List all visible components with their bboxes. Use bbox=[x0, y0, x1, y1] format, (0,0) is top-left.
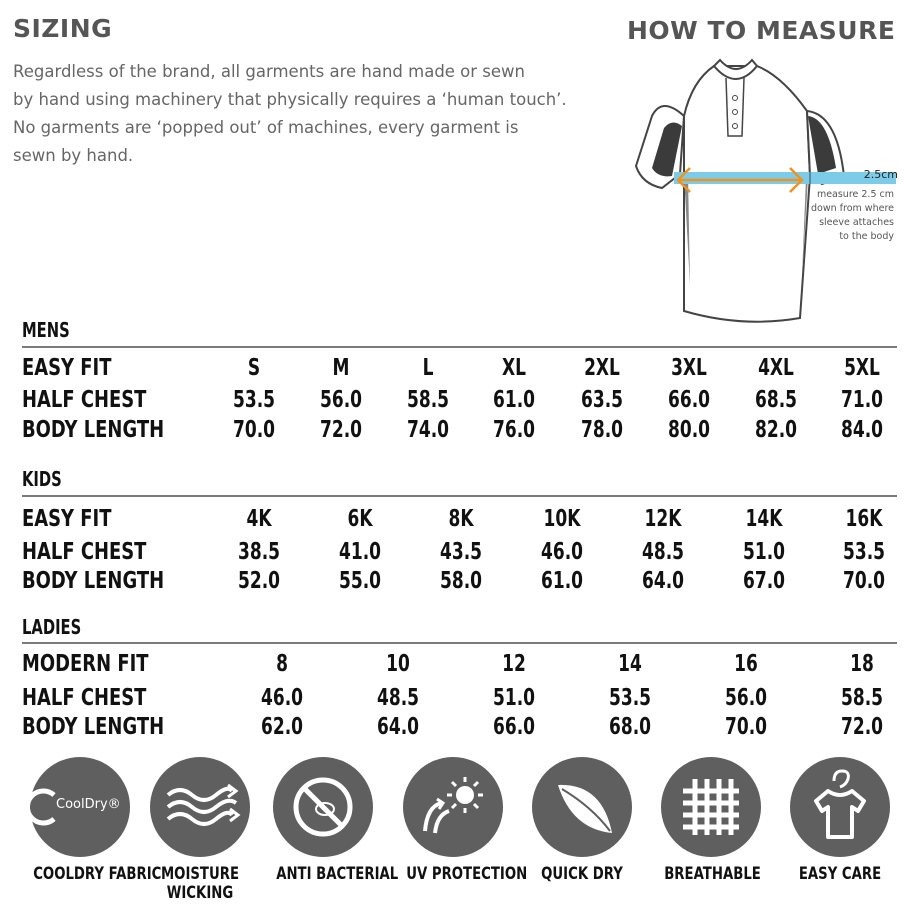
feature-label-line: ANTI BACTERIAL bbox=[276, 864, 399, 884]
kids-half-chest-cell: 53.5 bbox=[843, 539, 885, 565]
feature-label bbox=[535, 865, 629, 884]
ladies-body-length-cell: 64.0 bbox=[377, 714, 419, 740]
mens-body-length-cell: 70.0 bbox=[233, 417, 275, 443]
measure-note bbox=[808, 188, 894, 244]
kids-sizes-cell: 8K bbox=[448, 506, 474, 532]
mens-sizes-cell: 2XL bbox=[584, 355, 620, 381]
feature-label bbox=[793, 865, 887, 884]
ladies-sizes-cell: 16 bbox=[734, 651, 758, 677]
intro-line: Regardless of the brand, all garments are hand made or sewn bbox=[13, 62, 526, 81]
mens-title: MENS bbox=[22, 318, 70, 342]
kids-body-length-cell: 58.0 bbox=[440, 568, 482, 594]
body-length-label: BODY LENGTH bbox=[22, 568, 165, 594]
measure-note-line: sleeve attaches bbox=[819, 217, 894, 228]
sizing-title: SIZING bbox=[13, 14, 113, 43]
kids-half-chest-cell: 38.5 bbox=[238, 539, 280, 565]
kids-half-chest-cell: 43.5 bbox=[440, 539, 482, 565]
mens-half-chest-cell: 63.5 bbox=[581, 387, 623, 413]
mens-half-chest-cell: 56.0 bbox=[320, 387, 362, 413]
ladies-body-length-row bbox=[22, 714, 897, 742]
ladies-sizes-cell: 14 bbox=[618, 651, 642, 677]
kids-body-length-cell: 55.0 bbox=[339, 568, 381, 594]
polo-shirt-diagram bbox=[632, 56, 902, 328]
uv-protection-icon bbox=[403, 757, 503, 857]
feature-label-line: COOLDRY FABRIC bbox=[33, 864, 162, 884]
ladies-sizes-cell: 12 bbox=[502, 651, 526, 677]
ladies-half-chest-cell: 53.5 bbox=[609, 685, 651, 711]
mens-half-chest-cell: 71.0 bbox=[841, 387, 883, 413]
feature-cooldry bbox=[20, 757, 162, 884]
anti-bacterial-icon bbox=[273, 757, 373, 857]
ladies-body-length-cell: 62.0 bbox=[261, 714, 303, 740]
cooldry-icon-text: CoolDry® bbox=[56, 797, 121, 812]
mens-body-length-cell: 82.0 bbox=[755, 417, 797, 443]
feature-uv-protection bbox=[393, 757, 528, 884]
moisture-wicking-icon bbox=[150, 757, 250, 857]
ladies-half-chest-cell: 58.5 bbox=[841, 685, 883, 711]
intro-line: No garments are ‘popped out’ of machines, every garment is bbox=[13, 118, 519, 137]
measure-note-line: down from where bbox=[811, 203, 894, 214]
mens-body-length-cell: 72.0 bbox=[320, 417, 362, 443]
mens-body-length-cell: 78.0 bbox=[581, 417, 623, 443]
ladies-sizes-cell: 8 bbox=[276, 651, 288, 677]
body-length-label: BODY LENGTH bbox=[22, 714, 165, 740]
ladies-half-chest-cell: 46.0 bbox=[261, 685, 303, 711]
ladies-half-chest-cell: 51.0 bbox=[493, 685, 535, 711]
kids-title: KIDS bbox=[22, 467, 62, 491]
kids-sizes-cell: 12K bbox=[644, 506, 682, 532]
measure-value-label: 2.5cm bbox=[863, 168, 898, 181]
fit-label: EASY FIT bbox=[22, 355, 112, 381]
measure-note-line: measure 2.5 cm bbox=[816, 189, 894, 200]
kids-body-length-row bbox=[22, 568, 897, 596]
kids-body-length-cell: 52.0 bbox=[238, 568, 280, 594]
ladies-half-chest-cell: 48.5 bbox=[377, 685, 419, 711]
ladies-half-chest-cell: 56.0 bbox=[725, 685, 767, 711]
mens-half-chest-cell: 58.5 bbox=[407, 387, 449, 413]
mens-sizes-cell: 5XL bbox=[844, 355, 880, 381]
ladies-fit-row bbox=[22, 651, 897, 679]
half-chest-label: HALF CHEST bbox=[22, 685, 147, 711]
intro-line: by hand using machinery that physically requires a ‘human touch’. bbox=[13, 90, 567, 109]
kids-half-chest-cell: 41.0 bbox=[339, 539, 381, 565]
feature-anti-bacterial bbox=[263, 757, 399, 884]
mens-half-chest-cell: 68.5 bbox=[755, 387, 797, 413]
mens-sizes-cell: 4XL bbox=[758, 355, 794, 381]
feature-breathable bbox=[651, 757, 771, 884]
easy-care-icon bbox=[790, 757, 890, 857]
body-length-label: BODY LENGTH bbox=[22, 417, 165, 443]
ladies-title: LADIES bbox=[22, 615, 82, 639]
quick-dry-icon bbox=[532, 757, 632, 857]
feature-label-line: UV PROTECTION bbox=[406, 864, 528, 884]
mens-half-chest-cell: 61.0 bbox=[493, 387, 535, 413]
kids-half-chest-cell: 48.5 bbox=[642, 539, 684, 565]
mens-half-chest-cell: 66.0 bbox=[668, 387, 710, 413]
kids-body-length-cell: 70.0 bbox=[843, 568, 885, 594]
kids-sizes-cell: 6K bbox=[347, 506, 373, 532]
measure-note-line: to the body bbox=[839, 231, 894, 242]
ladies-body-length-cell: 72.0 bbox=[841, 714, 883, 740]
kids-body-length-cell: 67.0 bbox=[743, 568, 785, 594]
mens-sizes-cell: M bbox=[332, 355, 350, 381]
mens-half-chest-cell: 53.5 bbox=[233, 387, 275, 413]
half-chest-label: HALF CHEST bbox=[22, 387, 147, 413]
mens-body-length-row bbox=[22, 417, 897, 445]
feature-easy-care bbox=[780, 757, 900, 884]
kids-sizes-cell: 16K bbox=[845, 506, 883, 532]
kids-sizes-cell: 4K bbox=[246, 506, 272, 532]
intro-text bbox=[13, 58, 633, 170]
ladies-body-length-cell: 66.0 bbox=[493, 714, 535, 740]
ladies-sizes-cell: 18 bbox=[850, 651, 874, 677]
mens-body-length-cell: 76.0 bbox=[493, 417, 535, 443]
mens-body-length-cell: 80.0 bbox=[668, 417, 710, 443]
feature-label-line: WICKING bbox=[166, 883, 234, 903]
feature-label bbox=[406, 864, 528, 884]
fit-label: MODERN FIT bbox=[22, 651, 149, 677]
kids-sizes-cell: 14K bbox=[745, 506, 783, 532]
feature-label-line: MOISTURE bbox=[160, 864, 240, 884]
breathable-icon bbox=[661, 757, 761, 857]
feature-label bbox=[276, 864, 399, 884]
half-chest-label: HALF CHEST bbox=[22, 539, 147, 565]
kids-rule bbox=[22, 495, 897, 497]
ladies-rule bbox=[22, 642, 897, 644]
kids-half-chest-row bbox=[22, 539, 897, 567]
feature-label bbox=[33, 864, 162, 884]
feature-label bbox=[664, 864, 761, 884]
feature-label-line: BREATHABLE bbox=[664, 864, 761, 884]
ladies-sizes-cell: 10 bbox=[386, 651, 410, 677]
mens-body-length-cell: 74.0 bbox=[407, 417, 449, 443]
feature-label-line: EASY CARE bbox=[798, 864, 882, 884]
kids-sizes-cell: 10K bbox=[543, 506, 581, 532]
feature-label-line: QUICK DRY bbox=[541, 864, 623, 884]
fit-label: EASY FIT bbox=[22, 506, 112, 532]
feature-label bbox=[153, 865, 247, 903]
ladies-half-chest-row bbox=[22, 685, 897, 713]
cooldry-icon bbox=[30, 757, 130, 857]
intro-line: sewn by hand. bbox=[13, 146, 134, 165]
ladies-body-length-cell: 68.0 bbox=[609, 714, 651, 740]
mens-sizes-cell: L bbox=[422, 355, 434, 381]
ladies-body-length-cell: 70.0 bbox=[725, 714, 767, 740]
mens-sizes-cell: S bbox=[247, 355, 261, 381]
kids-fit-row bbox=[22, 506, 897, 534]
mens-fit-row bbox=[22, 355, 897, 383]
feature-quick-dry bbox=[522, 757, 642, 884]
kids-half-chest-cell: 51.0 bbox=[743, 539, 785, 565]
kids-body-length-cell: 64.0 bbox=[642, 568, 684, 594]
kids-half-chest-cell: 46.0 bbox=[541, 539, 583, 565]
feature-moisture-wicking bbox=[140, 757, 260, 903]
kids-body-length-cell: 61.0 bbox=[541, 568, 583, 594]
mens-sizes-cell: XL bbox=[502, 355, 526, 381]
how-to-measure-title: HOW TO MEASURE bbox=[627, 16, 896, 45]
mens-half-chest-row bbox=[22, 387, 897, 415]
mens-sizes-cell: 3XL bbox=[671, 355, 707, 381]
mens-rule bbox=[22, 346, 897, 348]
mens-body-length-cell: 84.0 bbox=[841, 417, 883, 443]
